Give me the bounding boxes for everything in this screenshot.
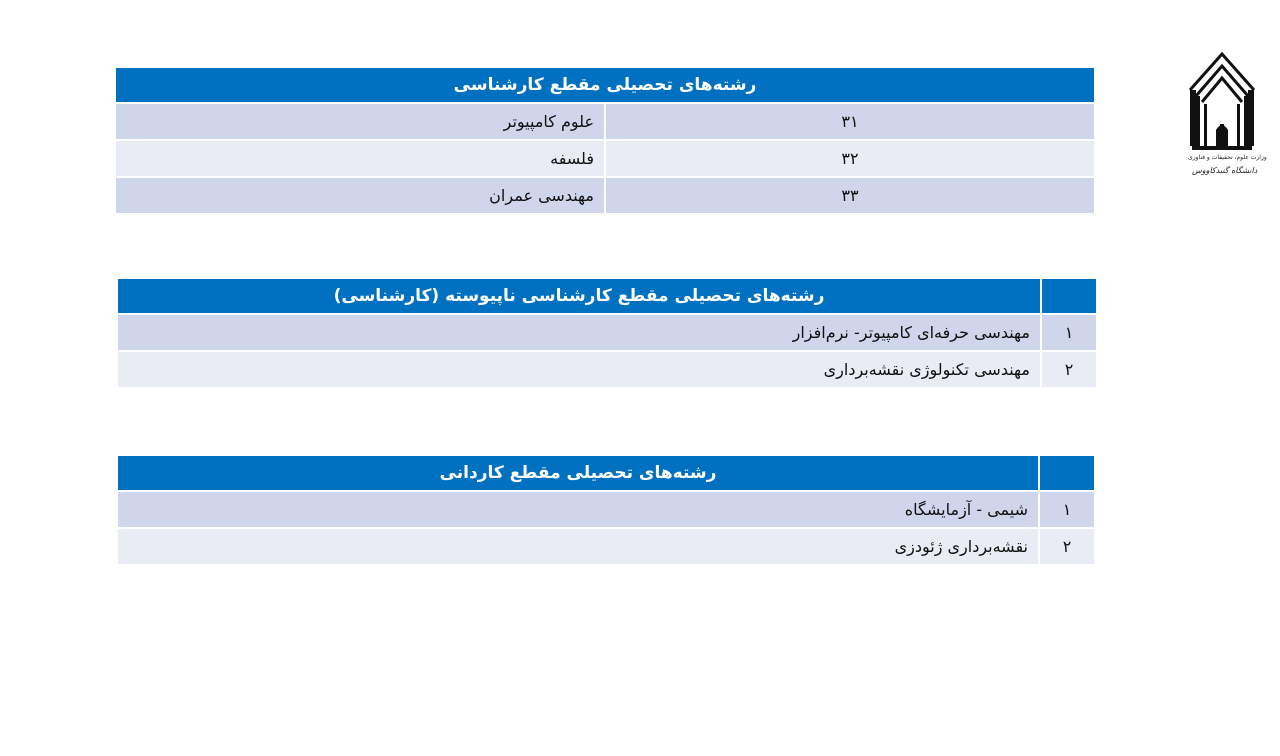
row-number: ۱ bbox=[1041, 314, 1097, 351]
header-spacer-cell bbox=[1039, 455, 1095, 491]
table-row bbox=[115, 140, 1095, 177]
discontinuous-bachelor-programs-table bbox=[116, 277, 1098, 389]
table-row bbox=[117, 491, 1095, 528]
table-row bbox=[115, 103, 1095, 140]
logo-caption-university: دانشگاه گنبدکاووس bbox=[1192, 166, 1258, 175]
row-number: ۳۱ bbox=[605, 103, 1095, 140]
header-spacer-cell bbox=[1041, 278, 1097, 314]
table-row bbox=[117, 528, 1095, 565]
table-row bbox=[117, 351, 1097, 388]
row-number: ۱ bbox=[1039, 491, 1095, 528]
row-number: ۳۲ bbox=[605, 140, 1095, 177]
table-title: رشته‌های تحصیلی مقطع کارشناسی bbox=[115, 67, 1095, 103]
table-row bbox=[115, 177, 1095, 214]
program-name: علوم کامپیوتر bbox=[115, 103, 605, 140]
table-row bbox=[117, 314, 1097, 351]
bachelor-programs-table bbox=[114, 66, 1096, 215]
associate-programs-table bbox=[116, 454, 1096, 566]
row-number: ۲ bbox=[1041, 351, 1097, 388]
program-name: مهندسی تکنولوژی نقشه‌برداری bbox=[117, 351, 1041, 388]
table-title: رشته‌های تحصیلی مقطع کارشناسی ناپیوسته (کارشناسی) bbox=[117, 278, 1041, 314]
program-name: نقشه‌برداری ژئودزی bbox=[117, 528, 1039, 565]
row-number: ۳۳ bbox=[605, 177, 1095, 214]
row-number: ۲ bbox=[1039, 528, 1095, 565]
program-name: مهندسی عمران bbox=[115, 177, 605, 214]
table-title: رشته‌های تحصیلی مقطع کاردانی bbox=[117, 455, 1039, 491]
logo-caption-ministry: وزارت علوم، تحقیقات و فناوری bbox=[1188, 154, 1267, 161]
program-name: شیمی - آزمایشگاه bbox=[117, 491, 1039, 528]
program-name: فلسفه bbox=[115, 140, 605, 177]
program-name: مهندسی حرفه‌ای کامپیوتر- نرم‌افزار bbox=[117, 314, 1041, 351]
